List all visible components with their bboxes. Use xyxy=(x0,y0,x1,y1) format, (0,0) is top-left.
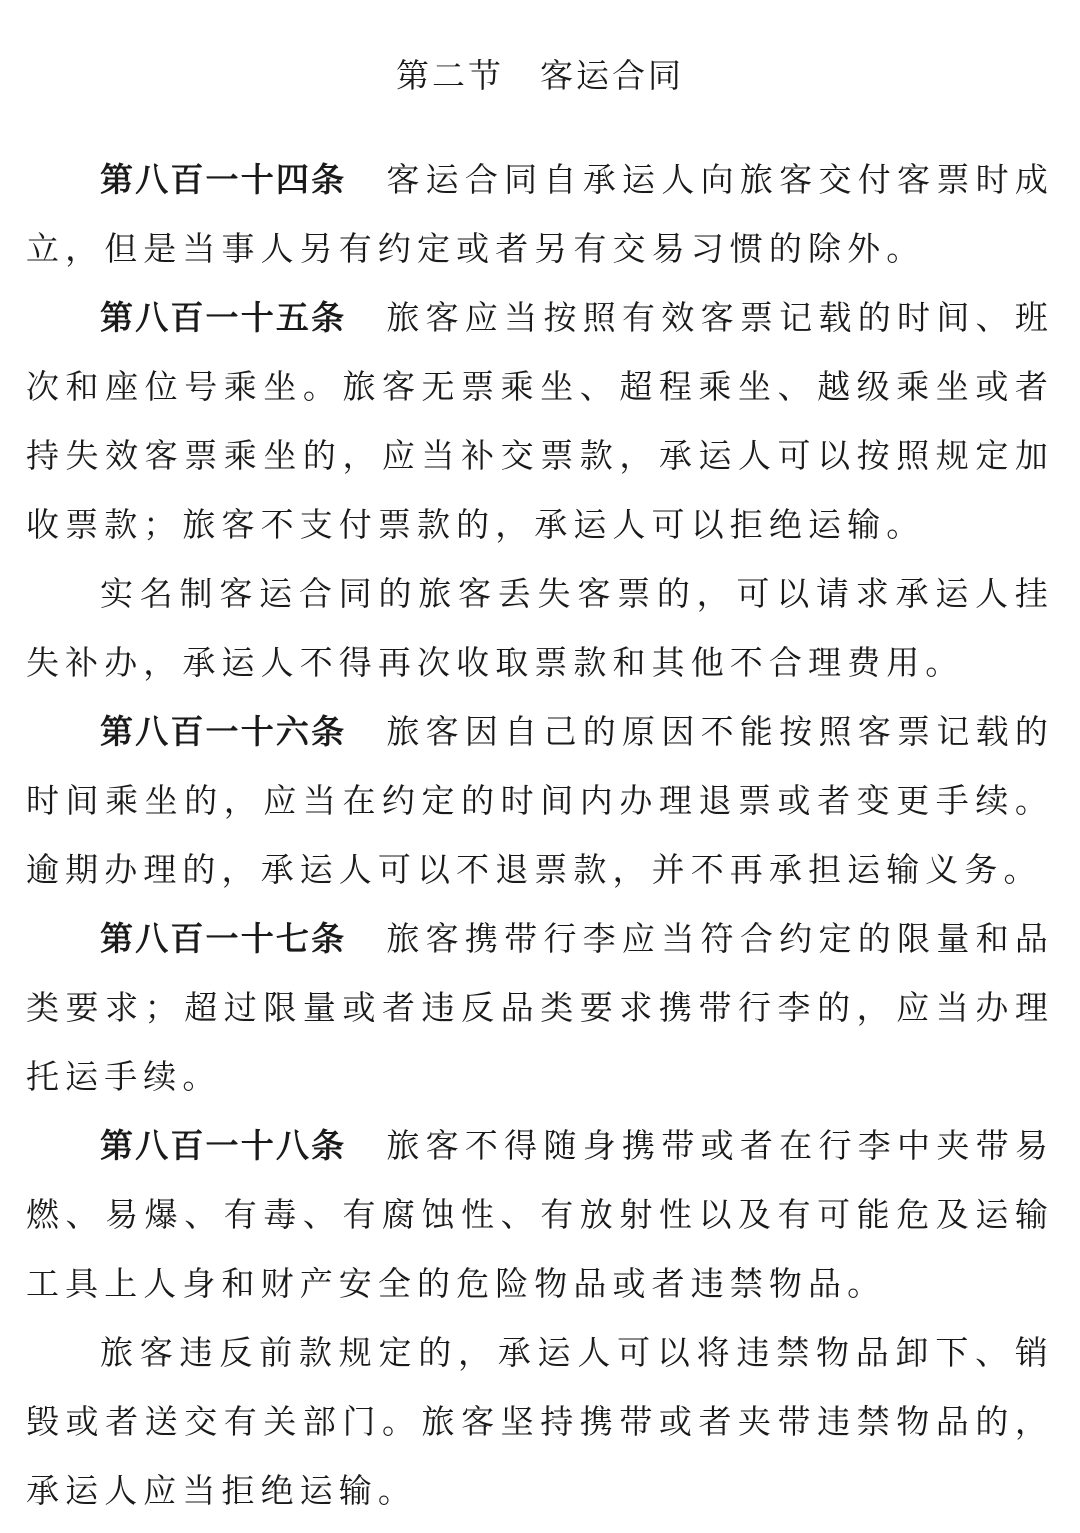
article-text: 客运合同自承运人向旅客交付客票时成立，但是当事人另有约定或者另有交易习惯的除外。 xyxy=(26,160,1055,268)
article-815-paragraph-2: 实名制客运合同的旅客丢失客票的，可以请求承运人挂失补办，承运人不得再次收取票款和其他不合理费用。 xyxy=(26,574,1054,682)
article-number: 第八百一十七条 xyxy=(100,919,347,958)
article-815 xyxy=(26,283,1054,559)
article-number: 第八百一十五条 xyxy=(100,298,347,337)
article-text: 旅客因自己的原因不能按照客票记载的时间乘坐的，应当在约定的时间内办理退票或者变更手续。逾期办理的，承运人可以不退票款，并不再承担运输义务。 xyxy=(26,712,1055,889)
article-818-paragraph-2: 旅客违反前款规定的，承运人可以将违禁物品卸下、销毁或者送交有关部门。旅客坚持携带或者夹带违禁物品的，承运人应当拒绝运输。 xyxy=(26,1333,1054,1510)
article-817 xyxy=(26,904,1054,1111)
article-number: 第八百一十八条 xyxy=(100,1126,347,1165)
article-814 xyxy=(26,145,1054,283)
article-text: 旅客应当按照有效客票记载的时间、班次和座位号乘坐。旅客无票乘坐、超程乘坐、越级乘坐或者持失效客票乘坐的，应当补交票款，承运人可以按照规定加收票款；旅客不支付票款的，承运人可以拒绝运输。 xyxy=(26,298,1055,544)
article-text: 旅客不得随身携带或者在行李中夹带易燃、易爆、有毒、有腐蚀性、有放射性以及有可能危及运输工具上人身和财产安全的危险物品或者违禁物品。 xyxy=(26,1126,1055,1303)
section-title: 第二节 客运合同 xyxy=(396,56,684,95)
article-number: 第八百一十四条 xyxy=(100,160,347,199)
article-text: 旅客携带行李应当符合约定的限量和品类要求；超过限量或者违反品类要求携带行李的，应当办理托运手续。 xyxy=(26,919,1055,1096)
document-body xyxy=(26,145,1054,1525)
article-816 xyxy=(26,697,1054,904)
article-number: 第八百一十六条 xyxy=(100,712,347,751)
article-818 xyxy=(26,1111,1054,1318)
